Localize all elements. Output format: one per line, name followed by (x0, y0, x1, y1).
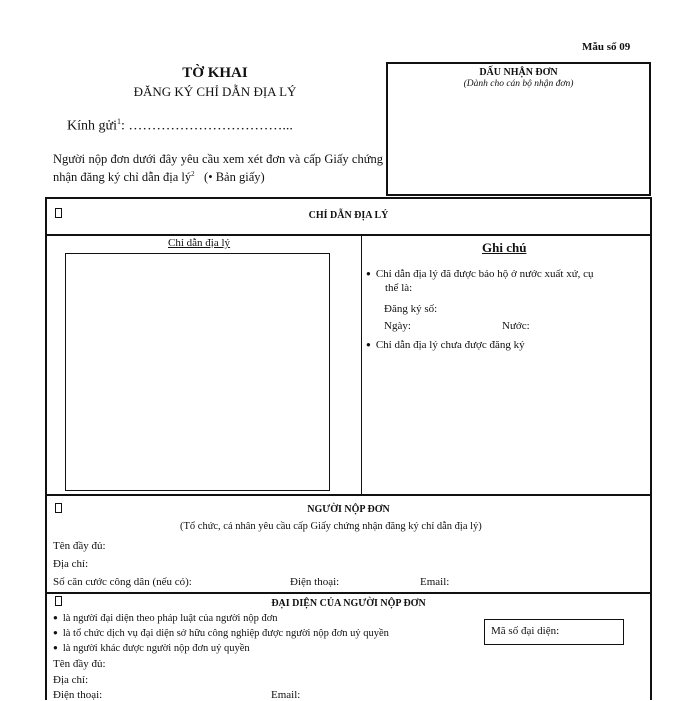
note-bullet-protected-cont: thể là: (385, 282, 413, 294)
date-label: Ngày: (384, 320, 411, 332)
footnote-ref-2: 2 (191, 170, 195, 178)
frame-top (45, 197, 652, 199)
form-number: Mẫu số 09 (582, 41, 631, 53)
addressee-label: Kính gửi (67, 118, 117, 134)
receipt-stamp-box (386, 62, 651, 196)
registration-number-label: Đăng ký số: (384, 303, 438, 315)
rep-full-name-label: Tên đầy đủ: (53, 658, 106, 670)
rep-address-label: Địa chỉ: (53, 674, 89, 686)
rep-option-other: ● là người khác được người nộp đơn uỷ quyền (53, 643, 250, 654)
gi-image-box[interactable] (65, 253, 330, 491)
form-subtitle: ĐĂNG KÝ CHỈ DẪN ĐỊA LÝ (133, 84, 297, 99)
representative-code-label: Mã số đại diện: (491, 625, 560, 637)
request-text: Người nộp đơn dưới đây yêu cầu xem xét đơn và cấp Giấy chứng nhận đăng ký chỉ dẫn địa lý (53, 152, 383, 185)
addressee-line (67, 117, 293, 135)
applicant-heading: NGƯỜI NỘP ĐƠN (307, 504, 390, 515)
gi-divider (45, 234, 652, 236)
request-statement (53, 152, 383, 185)
rep-email-label: Email: (271, 689, 301, 701)
form-title: TỜ KHAI (182, 65, 248, 81)
paper-option: (• Bản giấy) (204, 170, 265, 185)
addressee-dots: : ……………………………... (120, 118, 293, 134)
country-label: Nước: (502, 320, 530, 332)
applicant-id-label: Số căn cước công dân (nếu có): (53, 576, 192, 588)
applicant-divider (45, 494, 652, 496)
representative-divider (45, 592, 652, 594)
gi-section-heading: CHỈ DẪN ĐỊA LÝ (308, 210, 389, 221)
receipt-note: (Dành cho cán bộ nhận đơn) (463, 79, 574, 89)
representative-heading: ĐẠI DIỆN CỦA NGƯỜI NỘP ĐƠN (271, 598, 426, 609)
applicant-subheading: (Tổ chức, cá nhân yêu cầu cấp Giấy chứng nhận đăng ký chỉ dẫn địa lý) (180, 521, 482, 532)
receipt-title: DẤU NHẬN ĐƠN (479, 67, 558, 78)
applicant-phone-label: Điện thoại: (290, 576, 340, 588)
applicant-address-label: Địa chỉ: (53, 558, 89, 570)
rep-option-ip-agency: ● là tổ chức dịch vụ đại diện sở hữu công nghiệp được người nộp đơn uỷ quyền (53, 628, 389, 639)
note-bullet-unregistered: ● Chỉ dẫn địa lý chưa được đăng ký (366, 339, 525, 351)
note-bullet-protected: ● Chỉ dẫn địa lý đã được bảo hộ ở nước xuất xứ, cụ (366, 268, 594, 280)
notes-heading: Ghi chú (482, 240, 527, 255)
rep-option-legal: ● là người đại diện theo pháp luật của người nộp đơn (53, 613, 278, 624)
gi-left-label: Chỉ dẫn địa lý (168, 237, 231, 249)
applicant-full-name-label: Tên đầy đủ: (53, 540, 106, 552)
frame-left (45, 197, 47, 700)
applicant-email-label: Email: (420, 576, 450, 588)
frame-right (650, 197, 652, 700)
rep-phone-label: Điện thoại: (53, 689, 103, 701)
footnote-ref: 1 (116, 117, 121, 126)
gi-column-divider (361, 235, 362, 494)
representative-code-box[interactable] (484, 619, 624, 645)
